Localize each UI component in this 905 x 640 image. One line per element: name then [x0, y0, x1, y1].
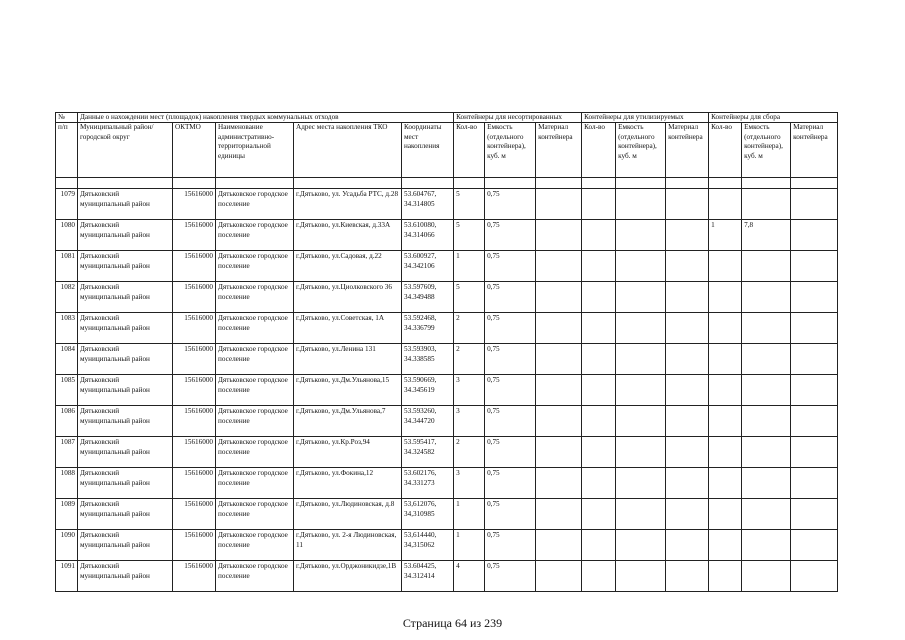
coords-cell: 53.590669, 34.345619	[402, 375, 454, 406]
district-cell: Дятьковский муниципальный район	[78, 561, 173, 592]
recycle-capacity-cell	[616, 468, 666, 499]
recycle-capacity-cell	[616, 220, 666, 251]
collect-material-cell	[791, 375, 838, 406]
header-num: №	[56, 113, 78, 123]
row-number: 1085	[56, 375, 78, 406]
address-cell: г.Дятьково, ул.Циолковского 36	[294, 282, 402, 313]
unsorted-capacity-cell: 0,75	[485, 189, 536, 220]
unsorted-material-cell	[536, 282, 582, 313]
collect-capacity-cell	[742, 561, 791, 592]
table-row	[56, 282, 838, 313]
recycle-count-cell	[582, 561, 616, 592]
header-row-groups	[56, 113, 838, 123]
recycle-capacity-cell	[616, 499, 666, 530]
collect-material-cell	[791, 344, 838, 375]
address-cell: г.Дятьково, ул.Садовая, д.22	[294, 251, 402, 282]
admin-unit-cell: Дятьковское городское поселение	[216, 499, 294, 530]
unsorted-material-cell	[536, 313, 582, 344]
row-number: 1080	[56, 220, 78, 251]
oktmo-cell: 15616000	[173, 406, 216, 437]
coords-cell: 53.595417, 34.324582	[402, 437, 454, 468]
recycle-capacity-cell	[616, 406, 666, 437]
table-row	[56, 561, 838, 592]
unsorted-material-cell	[536, 220, 582, 251]
district-cell: Дятьковский муниципальный район	[78, 437, 173, 468]
header-recycle-capacity: Емкость (отдельного контейнера), куб. м	[616, 123, 666, 178]
collect-count-cell	[709, 468, 742, 499]
collect-material-cell	[791, 437, 838, 468]
row-number: 1089	[56, 499, 78, 530]
admin-unit-cell: Дятьковское городское поселение	[216, 189, 294, 220]
coords-cell: 53.593903, 34.338585	[402, 344, 454, 375]
coords-cell: 53.597609, 34.349488	[402, 282, 454, 313]
row-number: 1086	[56, 406, 78, 437]
unsorted-count-cell: 1	[454, 499, 485, 530]
unsorted-material-cell	[536, 530, 582, 561]
recycle-capacity-cell	[616, 189, 666, 220]
unsorted-count-cell: 2	[454, 313, 485, 344]
unsorted-material-cell	[536, 344, 582, 375]
collect-material-cell	[791, 406, 838, 437]
collect-material-cell	[791, 282, 838, 313]
collect-count-cell: 1	[709, 220, 742, 251]
oktmo-cell: 15616000	[173, 313, 216, 344]
unsorted-material-cell	[536, 189, 582, 220]
collect-material-cell	[791, 220, 838, 251]
coords-cell: 53.592468, 34.336799	[402, 313, 454, 344]
row-number: 1084	[56, 344, 78, 375]
collect-count-cell	[709, 344, 742, 375]
table-row	[56, 406, 838, 437]
collect-capacity-cell	[742, 468, 791, 499]
oktmo-cell: 15616000	[173, 189, 216, 220]
unsorted-capacity-cell: 0,75	[485, 530, 536, 561]
unsorted-count-cell: 4	[454, 561, 485, 592]
admin-unit-cell: Дятьковское городское поселение	[216, 406, 294, 437]
unsorted-capacity-cell: 0,75	[485, 406, 536, 437]
header-recycle-count: Кол-во	[582, 123, 616, 178]
collect-count-cell	[709, 313, 742, 344]
unsorted-count-cell: 1	[454, 251, 485, 282]
recycle-material-cell	[666, 282, 709, 313]
recycle-count-cell	[582, 468, 616, 499]
table-row	[56, 189, 838, 220]
unsorted-count-cell: 3	[454, 406, 485, 437]
unsorted-capacity-cell: 0,75	[485, 375, 536, 406]
header-municipal: Муниципальный район/городской округ	[78, 123, 173, 178]
collect-count-cell	[709, 251, 742, 282]
table-row	[56, 530, 838, 561]
district-cell: Дятьковский муниципальный район	[78, 344, 173, 375]
header-collect-material: Материал контейнера	[791, 123, 838, 178]
header-coords: Координаты мест накопления	[402, 123, 454, 178]
recycle-count-cell	[582, 220, 616, 251]
page-number: Страница 64 из 239	[402, 616, 503, 630]
collect-count-cell	[709, 375, 742, 406]
oktmo-cell: 15616000	[173, 375, 216, 406]
coords-cell: 53,614440, 34,315062	[402, 530, 454, 561]
row-number: 1081	[56, 251, 78, 282]
collect-capacity-cell	[742, 437, 791, 468]
collect-count-cell	[709, 499, 742, 530]
admin-unit-cell: Дятьковское городское поселение	[216, 282, 294, 313]
collect-count-cell	[709, 561, 742, 592]
collect-material-cell	[791, 251, 838, 282]
admin-unit-cell: Дятьковское городское поселение	[216, 375, 294, 406]
table-row	[56, 220, 838, 251]
unsorted-capacity-cell: 0,75	[485, 437, 536, 468]
oktmo-cell: 15616000	[173, 499, 216, 530]
admin-unit-cell: Дятьковское городское поселение	[216, 437, 294, 468]
unsorted-material-cell	[536, 468, 582, 499]
collect-material-cell	[791, 561, 838, 592]
unsorted-capacity-cell: 0,75	[485, 561, 536, 592]
row-number: 1083	[56, 313, 78, 344]
admin-unit-cell: Дятьковское городское поселение	[216, 561, 294, 592]
unsorted-capacity-cell: 0,75	[485, 313, 536, 344]
header-spacer-row	[56, 178, 838, 189]
admin-unit-cell: Дятьковское городское поселение	[216, 344, 294, 375]
collect-material-cell	[791, 499, 838, 530]
coords-cell: 53.602176, 34.331273	[402, 468, 454, 499]
unsorted-material-cell	[536, 406, 582, 437]
recycle-capacity-cell	[616, 437, 666, 468]
header-pp: п/п	[56, 123, 78, 178]
collect-material-cell	[791, 313, 838, 344]
oktmo-cell: 15616000	[173, 468, 216, 499]
coords-cell: 53.604767, 34.314805	[402, 189, 454, 220]
admin-unit-cell: Дятьковское городское поселение	[216, 220, 294, 251]
recycle-material-cell	[666, 406, 709, 437]
unsorted-count-cell: 5	[454, 282, 485, 313]
header-address: Адрес места накопления ТКО	[294, 123, 402, 178]
unsorted-capacity-cell: 0,75	[485, 282, 536, 313]
admin-unit-cell: Дятьковское городское поселение	[216, 530, 294, 561]
unsorted-material-cell	[536, 561, 582, 592]
unsorted-count-cell: 5	[454, 189, 485, 220]
recycle-material-cell	[666, 499, 709, 530]
admin-unit-cell: Дятьковское городское поселение	[216, 468, 294, 499]
address-cell: г.Дятьково, ул.Фокина,12	[294, 468, 402, 499]
recycle-count-cell	[582, 375, 616, 406]
recycle-material-cell	[666, 561, 709, 592]
recycle-count-cell	[582, 437, 616, 468]
unsorted-count-cell: 2	[454, 437, 485, 468]
coords-cell: 53.593260, 34.344720	[402, 406, 454, 437]
collect-count-cell	[709, 530, 742, 561]
unsorted-count-cell: 3	[454, 468, 485, 499]
row-number: 1088	[56, 468, 78, 499]
collect-count-cell	[709, 282, 742, 313]
district-cell: Дятьковский муниципальный район	[78, 468, 173, 499]
district-cell: Дятьковский муниципальный район	[78, 220, 173, 251]
recycle-material-cell	[666, 344, 709, 375]
collect-capacity-cell	[742, 499, 791, 530]
district-cell: Дятьковский муниципальный район	[78, 251, 173, 282]
collect-capacity-cell	[742, 251, 791, 282]
recycle-count-cell	[582, 282, 616, 313]
address-cell: г.Дятьково, ул. Усадьба РТС, д.28	[294, 189, 402, 220]
header-row-columns	[56, 123, 838, 178]
header-admin-name: Наименование административно-территориальной единицы	[216, 123, 294, 178]
oktmo-cell: 15616000	[173, 437, 216, 468]
collect-material-cell	[791, 530, 838, 561]
address-cell: г.Дятьково, ул.Дм.Ульянова,15	[294, 375, 402, 406]
coords-cell: 53,612076, 34,310985	[402, 499, 454, 530]
header-collect-count: Кол-во	[709, 123, 742, 178]
address-cell: г.Дятьково, ул. 2-я Людиновская, 11	[294, 530, 402, 561]
recycle-count-cell	[582, 189, 616, 220]
address-cell: г.Дятьково, ул.Кр.Роз,94	[294, 437, 402, 468]
address-cell: г.Дятьково, ул.Киевская, д.33А	[294, 220, 402, 251]
recycle-material-cell	[666, 437, 709, 468]
header-group-location: Данные о нахождении мест (площадок) накопления твердых коммунальных отходов	[78, 113, 454, 123]
header-collect-capacity: Емкость (отдельного контейнера), куб. м	[742, 123, 791, 178]
collect-capacity-cell	[742, 406, 791, 437]
recycle-capacity-cell	[616, 375, 666, 406]
table-row	[56, 499, 838, 530]
collect-capacity-cell	[742, 344, 791, 375]
row-number: 1087	[56, 437, 78, 468]
district-cell: Дятьковский муниципальный район	[78, 189, 173, 220]
table-row	[56, 344, 838, 375]
unsorted-capacity-cell: 0,75	[485, 499, 536, 530]
row-number: 1090	[56, 530, 78, 561]
unsorted-count-cell: 3	[454, 375, 485, 406]
recycle-capacity-cell	[616, 344, 666, 375]
recycle-material-cell	[666, 220, 709, 251]
unsorted-count-cell: 5	[454, 220, 485, 251]
recycle-material-cell	[666, 251, 709, 282]
collect-capacity-cell	[742, 313, 791, 344]
row-number: 1082	[56, 282, 78, 313]
table-row	[56, 437, 838, 468]
district-cell: Дятьковский муниципальный район	[78, 499, 173, 530]
table-row	[56, 375, 838, 406]
recycle-material-cell	[666, 189, 709, 220]
table-row	[56, 468, 838, 499]
coords-cell: 53.600927, 34.342106	[402, 251, 454, 282]
recycle-count-cell	[582, 313, 616, 344]
oktmo-cell: 15616000	[173, 220, 216, 251]
unsorted-material-cell	[536, 251, 582, 282]
oktmo-cell: 15616000	[173, 561, 216, 592]
collect-capacity-cell	[742, 189, 791, 220]
recycle-capacity-cell	[616, 313, 666, 344]
table-row	[56, 251, 838, 282]
header-recycle-material: Материал контейнера	[666, 123, 709, 178]
row-number: 1091	[56, 561, 78, 592]
recycle-count-cell	[582, 251, 616, 282]
oktmo-cell: 15616000	[173, 251, 216, 282]
collect-capacity-cell	[742, 530, 791, 561]
oktmo-cell: 15616000	[173, 344, 216, 375]
header-group-recycle: Контейнеры для утилизируемых	[582, 113, 709, 123]
coords-cell: 53.604425, 34.312414	[402, 561, 454, 592]
row-number: 1079	[56, 189, 78, 220]
recycle-material-cell	[666, 375, 709, 406]
recycle-material-cell	[666, 530, 709, 561]
address-cell: г.Дятьково, ул.Дм.Ульянова,7	[294, 406, 402, 437]
table-row	[56, 313, 838, 344]
recycle-material-cell	[666, 468, 709, 499]
unsorted-material-cell	[536, 499, 582, 530]
admin-unit-cell: Дятьковское городское поселение	[216, 251, 294, 282]
address-cell: г.Дятьково, ул.Советская, 1А	[294, 313, 402, 344]
recycle-count-cell	[582, 530, 616, 561]
recycle-capacity-cell	[616, 561, 666, 592]
containers-table	[55, 112, 838, 592]
header-unsorted-count: Кол-во	[454, 123, 485, 178]
district-cell: Дятьковский муниципальный район	[78, 375, 173, 406]
recycle-count-cell	[582, 344, 616, 375]
address-cell: г.Дятьково, ул.Ленина 131	[294, 344, 402, 375]
unsorted-capacity-cell: 0,75	[485, 251, 536, 282]
coords-cell: 53.610080, 34.314066	[402, 220, 454, 251]
oktmo-cell: 15616000	[173, 530, 216, 561]
collect-count-cell	[709, 437, 742, 468]
unsorted-material-cell	[536, 437, 582, 468]
header-group-collect: Контейнеры для сбора	[709, 113, 838, 123]
recycle-capacity-cell	[616, 282, 666, 313]
collect-capacity-cell	[742, 282, 791, 313]
district-cell: Дятьковский муниципальный район	[78, 406, 173, 437]
address-cell: г.Дятьково, ул.Орджоникидзе,1В	[294, 561, 402, 592]
unsorted-capacity-cell: 0,75	[485, 468, 536, 499]
unsorted-count-cell: 1	[454, 530, 485, 561]
collect-capacity-cell	[742, 375, 791, 406]
recycle-capacity-cell	[616, 530, 666, 561]
district-cell: Дятьковский муниципальный район	[78, 530, 173, 561]
admin-unit-cell: Дятьковское городское поселение	[216, 313, 294, 344]
recycle-material-cell	[666, 313, 709, 344]
collect-material-cell	[791, 189, 838, 220]
district-cell: Дятьковский муниципальный район	[78, 282, 173, 313]
header-unsorted-capacity: Емкость (отдельного контейнера), куб. м	[485, 123, 536, 178]
recycle-count-cell	[582, 406, 616, 437]
collect-material-cell	[791, 468, 838, 499]
header-unsorted-material: Материал контейнера	[536, 123, 582, 178]
unsorted-capacity-cell: 0,75	[485, 220, 536, 251]
collect-count-cell	[709, 406, 742, 437]
unsorted-material-cell	[536, 375, 582, 406]
recycle-count-cell	[582, 499, 616, 530]
unsorted-count-cell: 2	[454, 344, 485, 375]
address-cell: г.Дятьково, ул.Людиновская, д.8	[294, 499, 402, 530]
collect-count-cell	[709, 189, 742, 220]
recycle-capacity-cell	[616, 251, 666, 282]
oktmo-cell: 15616000	[173, 282, 216, 313]
collect-capacity-cell: 7,8	[742, 220, 791, 251]
header-group-unsorted: Контейнеры для несортированных	[454, 113, 582, 123]
district-cell: Дятьковский муниципальный район	[78, 313, 173, 344]
unsorted-capacity-cell: 0,75	[485, 344, 536, 375]
header-oktmo: ОКТМО	[173, 123, 216, 178]
